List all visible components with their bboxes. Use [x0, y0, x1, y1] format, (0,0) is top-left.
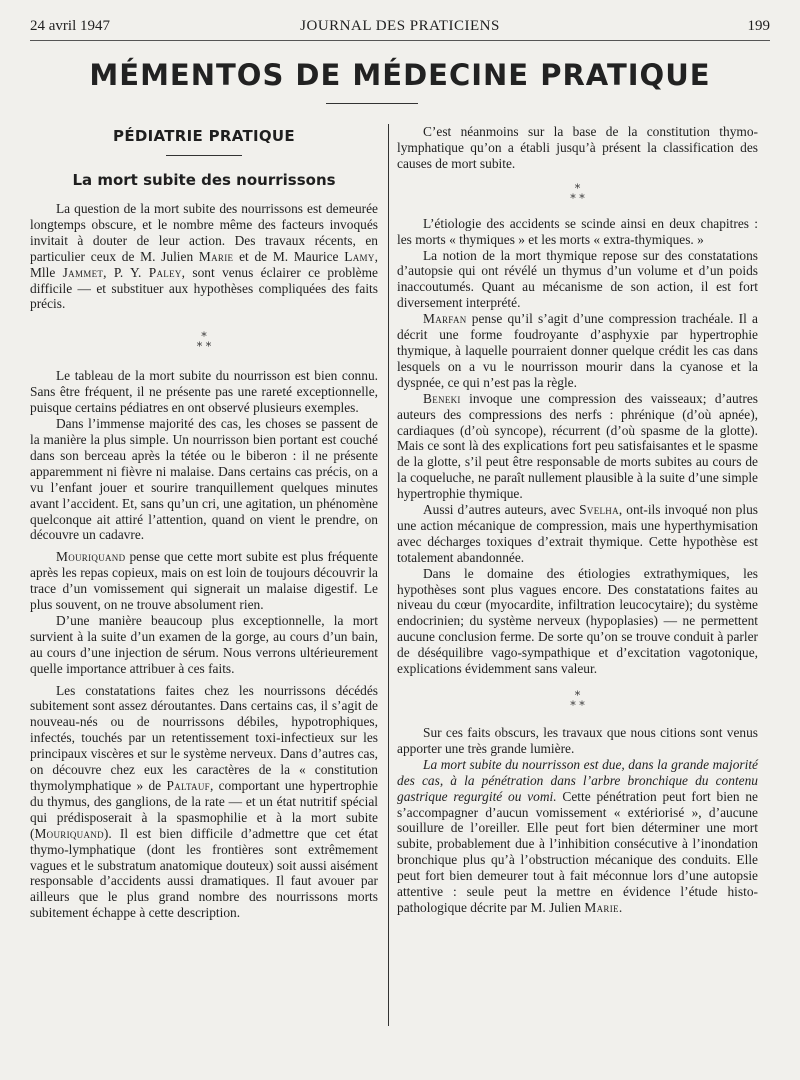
paragraph: L’étiologie des accidents se scinde ainsi en deux chapitres : les morts « thymiques » et les morts « extra-thymiques. » — [397, 215, 758, 247]
issue-date: 24 avril 1947 — [30, 18, 110, 34]
asterism: * * * — [570, 181, 585, 205]
main-title: MÉMENTOS DE MÉDECINE PRATIQUE — [89, 58, 711, 92]
paragraph: Aussi d’autres auteurs, avec Svelha, ont-ils invoqué non plus une action mécanique de compression, mais une hyperthymisation avec décharges toxiques d’extrait thymique. Cette hypothèse est totalement abandonnée. — [397, 502, 758, 565]
paragraph: Les constatations faites chez les nourrissons décédés subitement sont assez déroutantes. Dans certains cas, il s’agit de nouveau-nés ou de nourrissons débiles, hypotrophiques, infectés, touchés par un retentissement toxi-infectieux sur les principaux viscères et sur le système nerveux. Dans d’autres cas, on découvre chez eux les caractères de la « constitution thymolymphatique » de Paltauf, comportant une hypertrophie du thymus, des ganglions, de la rate — et un état nutritif spécial qui prédisposerait à la spasmophilie et à la mort subite (Mouriquand). Il est bien difficile d’admettre que cet état thymo-lymphatique (dont les frontières sont extrêmement vagues et le substratum anatomique douteux) soit aussi aisément responsable d’accidents aussi dramatiques. Il faut avouer par ailleurs que le plus grand nombre des nourrissons morts subitement échappe à cette description. — [30, 682, 378, 921]
paragraph: Beneki invoque une compression des vaisseaux; d’autres auteurs des compressions des nerfs : phrénique (d’où apnée), cardiaques (d’où syncope), récurrent (d’où spasme de la glotte). Mais ce sont là des explications fort peu satisfaisantes et le spasme de la glotte, s’il peut être responsable de morts subites au cours de la coqueluche, ne paraît nullement plausible à la suite d’une simple hypertrophie thymique. — [397, 390, 758, 502]
paragraph: La question de la mort subite des nourrissons est demeurée longtemps obscure, et le nombre même des facteurs invoqués invitait à douter de leur action. Des travaux récents, en particulier ceux de M. Julien Marie et de M. Maurice Lamy, Mlle Jammet, P. Y. Paley, sont venus éclairer ce problème difficile — et substituer aux hypothèses compliquées des faits précis. — [30, 201, 378, 312]
asterism: * * * — [570, 689, 585, 712]
journal-name: JOURNAL DES PRATICIENS — [300, 18, 500, 34]
paragraph: C’est néanmoins sur la base de la constitution thymo-lymphatique qu’on a établi jusqu’à présent la classification des causes de mort subite. — [397, 124, 758, 171]
title-rule — [326, 103, 418, 104]
left-column — [30, 124, 378, 921]
paragraph: Marfan pense qu’il s’agit d’une compression trachéale. Il a décrit une forme foudroyante d’asphyxie par hypertrophie thymique, à laquelle pourraient donner quelque crédit les cas dans lesquels on a vu le nourrisson mourir dans la cyanose et la dyspnée, ce qui n’est pas la règle. — [397, 311, 758, 390]
running-header — [30, 18, 770, 41]
paragraph: La notion de la mort thymique repose sur des constatations d’autopsie qui ont révélé un thymus d’un volume et d’un poids inaccoutumés. Quant au mécanisme de son action, il est fort diversement interprété. — [397, 247, 758, 311]
paragraph: Le tableau de la mort subite du nourrisson est bien connu. Sans être fréquent, il ne présente pas une rareté exceptionnelle, puisque certains pédiatres en ont observé plusieurs exemples. — [30, 368, 378, 416]
asterism: * * * — [196, 330, 212, 354]
page-number: 199 — [747, 18, 770, 34]
right-column — [397, 124, 758, 916]
paragraph: D’une manière beaucoup plus exceptionnelle, la mort survient à la suite d’un examen de la gorge, au cours d’un bain, au cours d’une injection de sérum. Nous verrons ultérieurement quelle importance attribuer à ces faits. — [30, 612, 378, 676]
section-title: PÉDIATRIE PRATIQUE — [113, 127, 295, 145]
column-divider — [388, 124, 389, 1026]
article-title: La mort subite des nourrissons — [72, 171, 336, 189]
paragraph: Sur ces faits obscurs, les travaux que nous citions sont venus apporter une très grande lumière. — [397, 725, 758, 756]
section-rule — [166, 155, 242, 156]
paragraph: Dans le domaine des étiologies extrathymiques, les hypothèses sont plus vagues encore. Des constatations faites au niveau du cœur (myocardite, infiltration leucocytaire); du système endocrinien; du système nerveux (hypoplasies) — ne permettent aucune conclusion ferme. De sorte qu’on se trouve conduit à parler de déséquilibre vago-sympathique et d’excitation vagotonique, explications évidemment sans valeur. — [397, 565, 758, 677]
paragraph: Dans l’immense majorité des cas, les choses se passent de la manière la plus simple. Un nourrisson bien portant est couché dans son berceau après la tétée ou le biberon : il ne présente apparemment ni fièvre ni malaise. Dans certains cas précis, on a vu l’enfant jouer et sourire tranquillement quelques minutes avant l’accident. Et, sans qu’un cri, une agitation, un phénomène quelconque ait attiré l’attention, quand on vient le prendre, on découvre un cadavre. — [30, 416, 378, 543]
paragraph: Mouriquand pense que cette mort subite est plus fréquente après les repas copieux, mais on est loin de toujours découvrir la trace d’un vomissement qui signerait un malaise digestif. Le plus souvent, on ne trouve absolument rien. — [30, 549, 378, 613]
paragraph: La mort subite du nourrisson est due, dans la grande majorité des cas, à la pénétration dans l’arbre bronchique du contenu gastrique regurgité ou vomi. Cette pénétration peut fort bien ne s’accompagner d’aucun vomissement « extériorisé », d’aucune souillure de l’oreiller. Elle peut fort bien déterminer une mort subite, probablement due à l’inhibition consécutive à l’inondation bronchique plus qu’à l’obstruction mécanique des conduits. Elle peut fort bien demeurer tout à fait méconnue lors d’une autopsie attentive : seule peut la mettre en évidence l’étude histo-pathologique décrite par M. Julien Marie. — [397, 756, 758, 915]
